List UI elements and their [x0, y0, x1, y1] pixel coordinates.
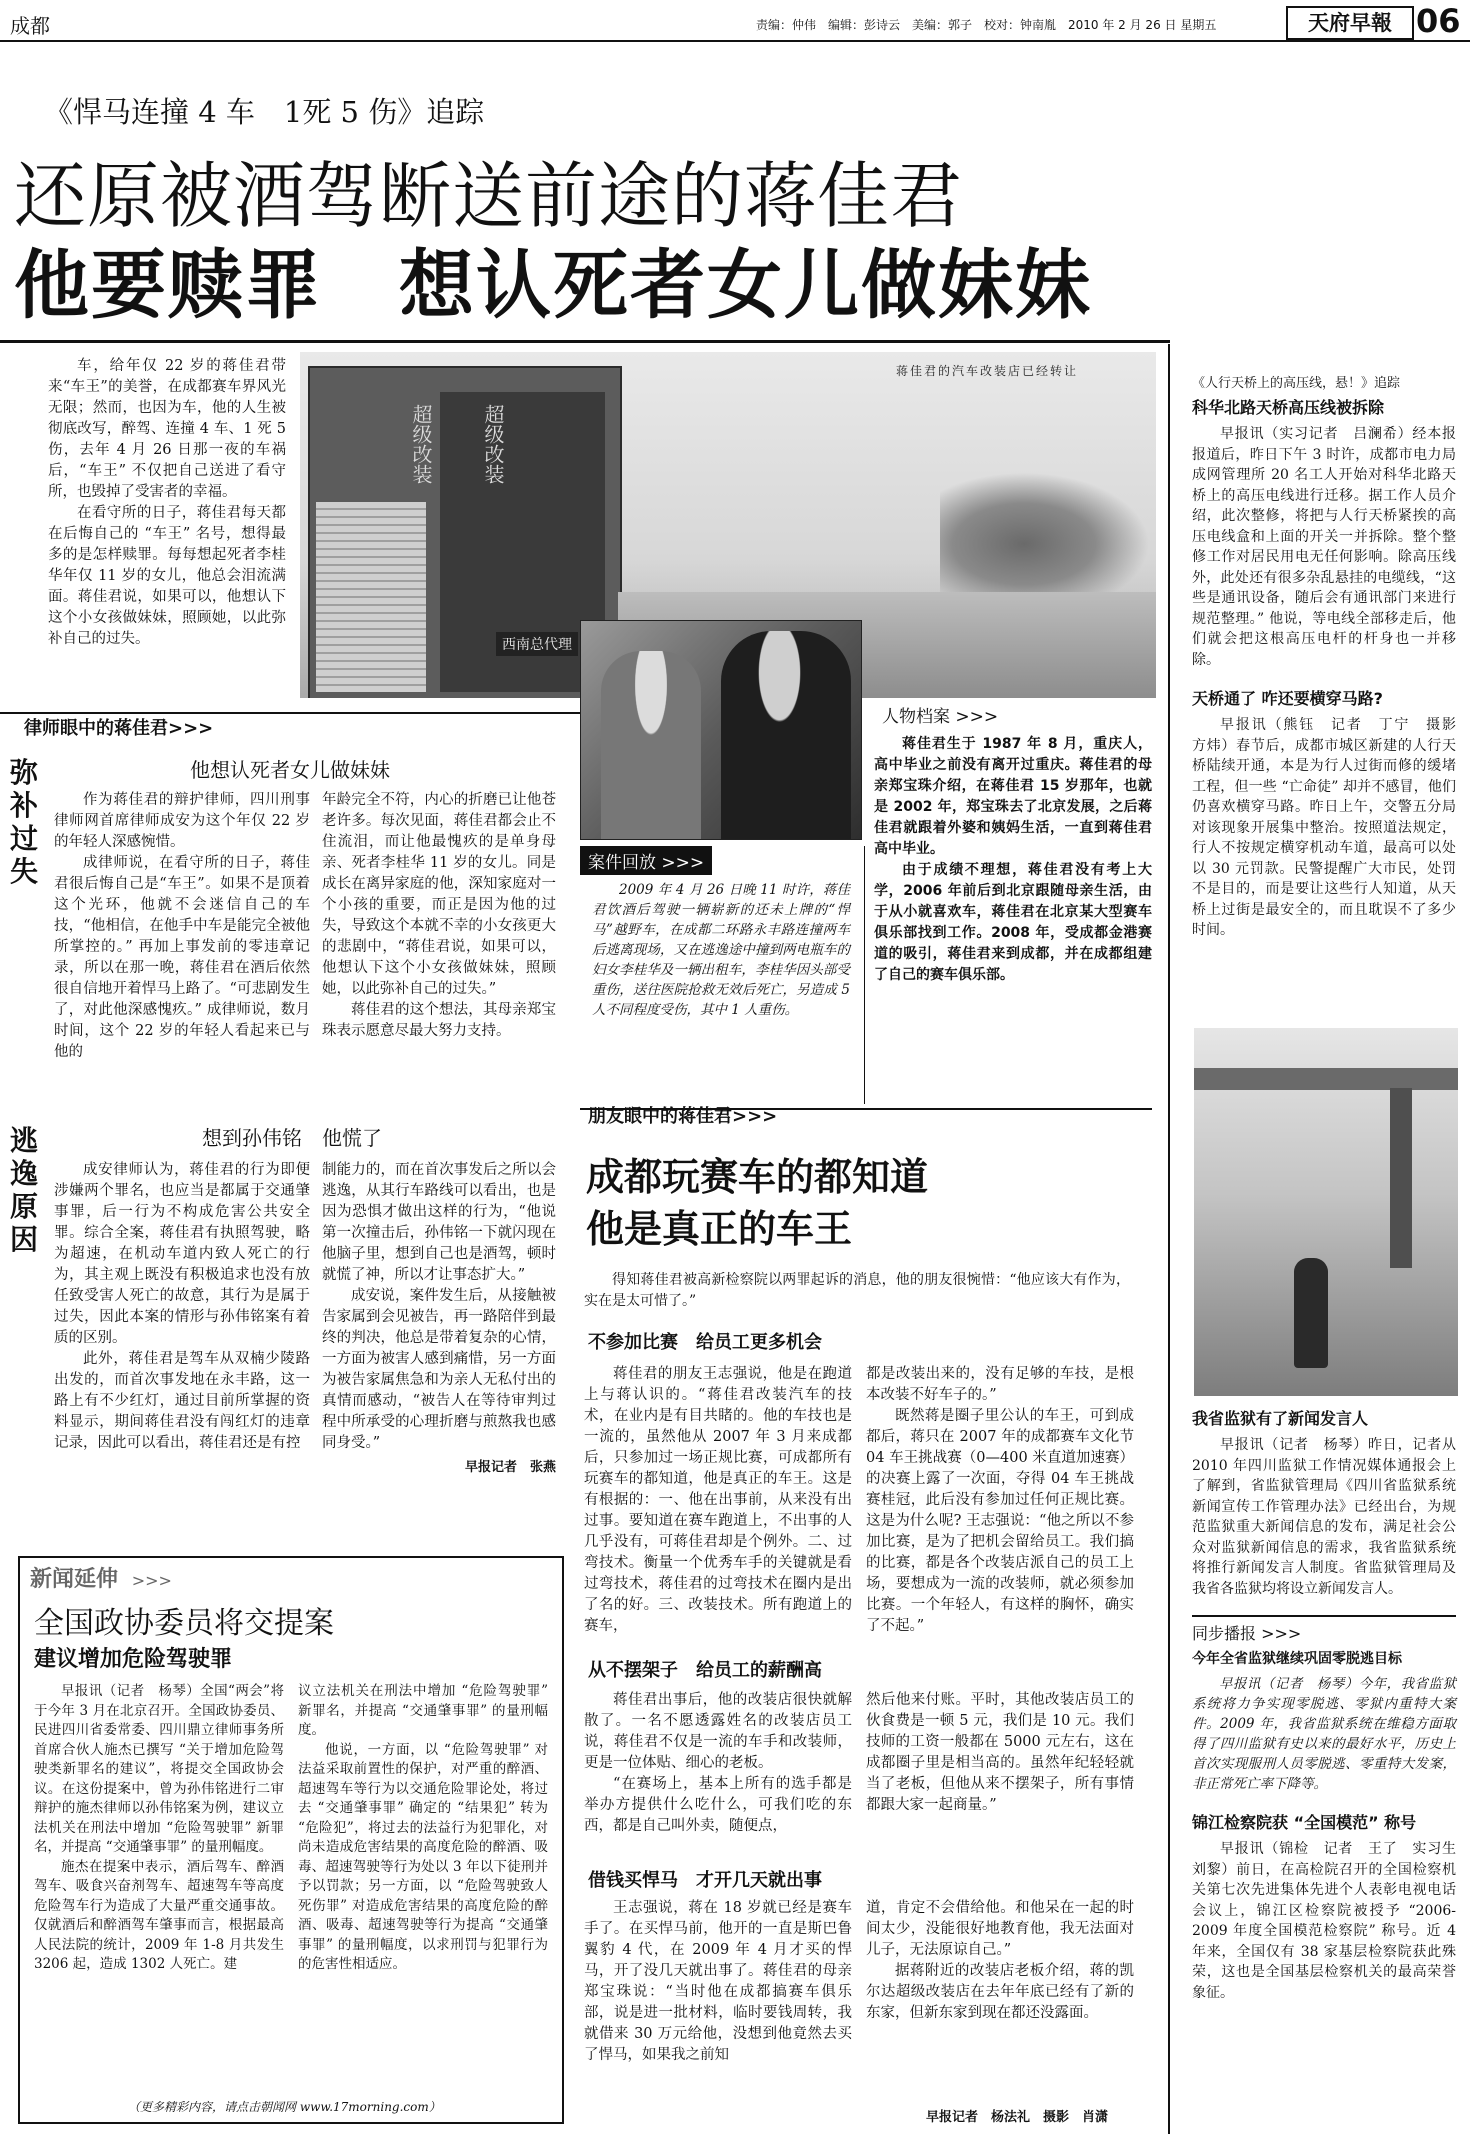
intro-block [48, 356, 286, 650]
friends-s3-col1 [584, 1898, 852, 2066]
friends-s2c1-p1: 蒋佳君出事后，他的改装店很快就解散了。一名不愿透露姓名的改装店员工说，蒋佳君不仅是一流的车手和改装师，更是一位体贴、细心的老板。 [584, 1692, 852, 1771]
lawyer-col4-p2: 成安说，案件发生后，从接触被告家属到会见被告，再一路陪伴到最终的判决，他总是带着复杂的心情，一方面为被害人感到痛惜，另一方面为被告家属焦急和为亲人无私付出的真情而感动，“被告人在等待审判过程中所承受的心理折磨与煎熬我也感同身受。” [322, 1288, 556, 1451]
lawyer-byline: 早报记者 张燕 [464, 1460, 556, 1475]
a2-title: 天桥通了 咋还要横穿马路? [1192, 689, 1383, 708]
friends-heading-3: 借钱买悍马 才开几天就出事 [588, 1870, 822, 1891]
page-credits: 责编：仲伟 编辑：彭诗云 美编：郭子 校对：钟南胤 2010 年 2 月 26 日 星期五 [756, 18, 1217, 32]
friends-byline: 早报记者 杨法礼 摄影 肖潇 [926, 2110, 1109, 2125]
shop-sign-1: 超级改装 [409, 404, 433, 484]
lawyer-col-4 [322, 1160, 556, 1475]
profile-p2: 由于成绩不理想，蒋佳君没有考上大学，2006 年前后到北京跟随母亲生活，由于从小就喜欢车，蒋佳君在北京某大型赛车俱乐部找到工作。2008 年，受成都金港赛道的吸引，蒋佳君来到成都，并在成都组建了自己的赛车俱乐部。 [874, 862, 1152, 983]
review-tag: 案件回放 >>> [580, 846, 712, 875]
paper-logo-text: 天府早報 [1308, 10, 1392, 35]
extension-col-1 [34, 1682, 284, 1975]
friends-section-tag: 朋友眼中的蒋佳君>>> [588, 1106, 778, 1127]
right-column [1192, 372, 1470, 941]
header-rule [0, 40, 1470, 42]
extension-tag [30, 1562, 172, 1593]
a4-tag: 同步播报 >>> [1192, 1615, 1456, 1644]
extension-col2-p1: 议立法机关在刑法中增加 “危险驾驶罪” 新罪名，并提高 “交通肇事罪” 的量刑幅度。 [298, 1683, 548, 1738]
extension-footer: （更多精彩内容，请点击朝闻网 www.17morning.com） [128, 2100, 441, 2114]
friends-s3c1-p1: 王志强说，蒋在 18 岁就已经是赛车手了。在买悍马前，他开的一直是斯巴鲁翼豹 4 代，在 2009 年 4 月才买的悍马，开了没几天就出事了。蒋佳君的母亲郑宝珠说：“当时他在成都搞赛车俱乐部，说是进一批材料，临时要钱周转，我就借来 30 万元给他，没想到他竟然去买了悍马，如果我之前知 [584, 1900, 852, 2063]
friends-s1c2-p2: 既然蒋是圈子里公认的车王，可到成都后，蒋只在 2007 年的成都赛车文化节 04 车王挑战赛（0—400 米直道加速赛）的决赛上露了一次面，夺得 04 车王挑战赛桂冠，此后没有参加过任何正规比赛。这是为什么呢? 王志强说：“他之所以不参加比赛，是为了把机会留给员工。我们搞的比赛，都是各个改装店派自己的员工上场，要想成为一流的改装师，就必须参加比赛。一个年轻人，有这样的胸怀，确实了不起。” [866, 1408, 1134, 1634]
lawyer-col3-p2: 此外，蒋佳君是驾车从双楠少陵路出发的，而首次事发地在永丰路，这一路上有不少红灯，通过目前所掌握的资料显示，期间蒋佳君没有闯红灯的违章记录，因此可以看出，蒋佳君还是有控 [54, 1351, 310, 1451]
lawyer-col-2 [322, 790, 556, 1042]
review-paragraph: 2009 年 4 月 26 日晚 11 时许，蒋佳君饮酒后驾驶一辆崭新的还未上牌的“悍马”越野车，在成都二环路永丰路连撞两车后逃离现场，又在逃逸途中撞到两电瓶车的妇女李桂华及一辆出租车，李桂华因头部受重伤，送往医院抢救无效后死亡，另造成 5 人不同程度受伤，其中 1 人重伤。 [592, 882, 850, 1018]
friends-heading-2: 从不摆架子 给员工的薪酬高 [588, 1660, 822, 1681]
friends-s1c2-p1: 都是改装出来的，没有足够的车技，是根本改装不好车子的。” [866, 1366, 1134, 1403]
friends-lead: 得知蒋佳君被高新检察院以两罪起诉的消息，他的朋友很惋惜：“他应该大有作为，实在是太可惜了。” [584, 1272, 1130, 1309]
lawyer-col-3 [54, 1160, 310, 1454]
friends-title-1: 成都玩赛车的都知道 [586, 1155, 929, 1199]
pedestrian-figure [1294, 1258, 1328, 1368]
right-column-divider [1168, 344, 1170, 2134]
extension-col2-p2: 他说，一方面，以 “危险驾驶罪” 对法益采取前置性的保护，对严重的醉酒、超速驾车等行为以交通危险罪论处，将过去 “交通肇事罪” 确定的 “结果犯” 转为 “危险犯”，将过去的法益行为犯罪化，对尚未造成危害结果的高度危险的醉酒、吸毒、超速驾驶等行为处以 3 年以下徒刑并予以罚款；另一方面，以 “危险驾驶致人死伤罪” 对造成危害结果的高度危险的醉酒、吸毒、超速驾驶等行为提高 “交通肇事罪” 的量刑幅度，以求刑罚与犯罪行为的危害性相适应。 [298, 1741, 548, 1972]
a3-title: 我省监狱有了新闻发言人 [1192, 1409, 1369, 1428]
friends-heading-1: 不参加比赛 给员工更多机会 [588, 1332, 822, 1353]
section-label: 成都 [10, 14, 50, 38]
profile-p1: 蒋佳君生于 1987 年 8 月，重庆人，高中毕业之前没有离开过重庆。蒋佳君的母亲郑宝珠介绍，在蒋佳君 15 岁那年，也就是 2002 年，郑宝珠去了北京发展，之后蒋佳君就跟着外婆和姨妈生活，一直到蒋佳君高中毕业。 [874, 736, 1152, 857]
intro-paragraph-2: 在看守所的日子，蒋佳君每天都在后悔自己的 “车王” 名号，想得最多的是怎样赎罪。每每想起死者李桂华年仅 11 岁的女儿，他总会泪流满面。蒋佳君说，如果可以，他想认下这个小女孩做妹妹，照顾她，以此弥补自己的过失。 [48, 505, 286, 647]
friends-s2c2-p1: 然后他来付账。平时，其他改装店员工的伙食费是一顿 5 元，我们是 10 元。我们技师的工资一般都在 5000 元左右，这在成都圈子里是相当高的。虽然年纪轻轻就当了老板，但他从来不摆架子，所有事情都跟大家一起商量。” [866, 1692, 1134, 1813]
right-column-lower [1192, 1406, 1470, 2003]
friends-s2-col2 [866, 1690, 1134, 1816]
extension-tag-arrows: >>> [131, 1571, 172, 1590]
friends-s1c1-p1: 蒋佳君的朋友王志强说，他是在跑道上与蒋认识的。“蒋佳君改装汽车的技术，在业内是有目共睹的。他的车技也是一流的，虽然他从 2007 年 3 月来成都后，只参加过一场正规比赛，可成都所有玩赛车的都知道，他是真正的车王。这是有根据的：一、他在出事前，从来没有出过事。要知道在赛车跑道上，不出事的人几乎没有，可蒋佳君却是个例外。二、过弯技术。衡量一个优秀车手的关键就是看过弯技术，蒋佳君的过弯技术在圈内是出了名的好。三、改装技术。所有跑道上的赛车， [584, 1366, 852, 1634]
arrest-photo [580, 620, 862, 840]
headline-kicker: 《悍马连撞 4 车 1死 5 伤》追踪 [44, 95, 485, 129]
lawyer-section-tag: 律师眼中的蒋佳君>>> [24, 718, 214, 739]
overpass-photo [1194, 1028, 1458, 1396]
suspect-figure [601, 651, 701, 839]
headline-rule [0, 340, 1170, 343]
a4-paragraph: 早报讯（记者 杨琴）今年，我省监狱系统将力争实现零脱逃、零狱内重特大案件。2009 年，我省监狱系统在维稳方面取得了四川监狱有史以来的最好水平，历史上首次实现服刑人员零脱逃、零重特大发案，非正常死亡率下降等。 [1192, 1676, 1456, 1792]
friends-s1-col2 [866, 1364, 1134, 1637]
a1-paragraph: 早报讯（实习记者 吕澜希）经本报报道后，昨日下午 3 时许，成都市电力局成网管理所 20 名工人开始对科华北路天桥上的高压电线进行迁移。据工作人员介绍，此次整修，将把与人行天桥紧挨的高压电线盒和上面的开关一并拆除。整个整修工作对居民用电无任何影响。除高压线外，此处还有很多杂乱悬挂的电缆线，“这些是通讯设备，随后会有通讯部门来进行规范整理。” 他说，等电线全部移走后，他们就会把这根高压电杆的杆身也一并移除。 [1192, 426, 1456, 668]
extension-col1-p1: 早报讯（记者 杨琴）全国“两会”将于今年 3 月在北京召开。全国政协委员、民进四川省委常委、四川鼎立律师事务所首席合伙人施杰已撰写 “关于增加危险驾驶类新罪名的建议”，将提交全国政协会议。在这份提案中，曾为孙伟铭进行二审辩护的施杰律师以孙伟铭案为例，建议立法机关在刑法中增加 “危险驾驶罪” 新罪名，并提高 “交通肇事罪” 的量刑幅度。 [34, 1683, 284, 1855]
headline-main: 还原被酒驾断送前途的蒋佳君 [14, 154, 964, 238]
page-number: 06 [1416, 2, 1461, 40]
a5-paragraph: 早报讯（锦检 记者 王了 实习生 刘黎）前日，在高检院召开的全国检察机关第七次先进集体先进个人表彰电视电话会议上，锦江区检察院被授予 “2006-2009 年度全国模范检察院” 称号。近 4 年来，全国仅有 38 家基层检察院获此殊荣，这也是全国基层检察机关的最高荣誉象征。 [1192, 1841, 1470, 2001]
friends-s3-col2 [866, 1898, 1134, 2024]
friends-s3c2-p1: 道，肯定不会借给他。和他呆在一起的时间太少，没能很好地教育他，我无法面对儿子，无法原谅自己。” [866, 1900, 1134, 1958]
side-label-2: 逃逸原因 [10, 1124, 39, 1256]
a4-title: 今年全省监狱继续巩固零脱逃目标 [1192, 1651, 1402, 1667]
intro-paragraph-1: 车，给年仅 22 岁的蒋佳君带来“车王”的美誉，在成都赛车界风光无限；然而，也因为车，他的人生被彻底改写，醉驾、连撞 4 车、1 死 5 伤，去年 4 月 26 日那一夜的车祸后，“车王” 不仅把自己送进了看守所，也毁掉了受害者的幸福。 [48, 358, 286, 500]
friends-s2-col1 [584, 1690, 852, 1837]
shop-photo-caption: 蒋佳君的汽车改装店已经转让 [896, 364, 1079, 378]
overpass-deck [1194, 1068, 1458, 1090]
extension-tag-text: 新闻延伸 [30, 1567, 119, 1592]
shop-sign-2: 超级改装 [481, 404, 505, 484]
friends-title-2: 他是真正的车王 [586, 1207, 853, 1251]
a2-paragraph: 早报讯（熊钰 记者 丁宁 摄影 方炜）春节后，成都市城区新建的人行天桥陆续开通，本是为行人过街而修的缓堵工程，但一些 “亡命徒” 却并不感冒，他们仍喜欢横穿马路。昨日上午，交警五分局对该现象开展集中整治。按照道法规定，行人不按规定横穿机动车道，最高可以处以 30 元罚款。民警提醒广大市民，处罚不是目的，而是要让这些行人知道，从天桥上过街是最安全的，而且耽误不了多少时间。 [1192, 717, 1470, 938]
a5-title: 锦江检察院获 “全国模范” 称号 [1192, 1813, 1417, 1832]
lawyer-col-1 [54, 790, 310, 1063]
shop-sign-3: 西南总代理 [496, 632, 578, 656]
lawyer-col1-p2: 成律师说，在看守所的日子，蒋佳君很后悔自己是“车王”。如果不是顶着这个光环，他就不会迷信自己的车技，“他相信，在他手中车是能完全被他所掌控的。” 再加上事发前的零违章记录，所以在那一晚，蒋佳君在酒后依然很自信地开着悍马上路了。“可悲剧发生了，对此他深感愧疚。” 成律师说，数月时间，这个 22 岁的年轻人看起来已与他的 [54, 855, 310, 1060]
extension-subtitle: 建议增加危险驾驶罪 [34, 1647, 233, 1672]
extension-col1-p2: 施杰在提案中表示，酒后驾车、醉酒驾车、吸食兴奋剂驾车、超速驾车等高度危险驾车行为造成了大量严重交通事故。仅就酒后和醉酒驾车肇事而言，根据最高人民法院的统计，2009 年 1-8 月共发生 3206 起，造成 1302 人死亡。建 [34, 1858, 284, 1972]
overpass-pillar [1390, 1088, 1412, 1268]
shop-shutter [316, 502, 426, 692]
extension-box [18, 1556, 564, 2124]
lawyer-title-2: 想到孙伟铭 他慌了 [202, 1126, 382, 1150]
lawyer-col3-p1: 成安律师认为，蒋佳君的行为即便涉嫌两个罪名，也应当是都属于交通肇事罪，后一行为不构成危害公共安全罪。综合全案，蒋佳君有执照驾驶，略为超速，在机动车道内致人死亡的行为，其主观上既没有积极追求也没有放任致受害人死亡的故意，其行为是属于过失，因此本案的情形与孙伟铭案有着质的区别。 [54, 1162, 310, 1346]
shop-trees [940, 472, 1150, 592]
side-label-1: 弥补过失 [10, 756, 39, 888]
a1-kicker: 《人行天桥上的高压线，悬！》追踪 [1192, 376, 1401, 391]
a1-title: 科华北路天桥高压线被拆除 [1192, 398, 1385, 417]
paper-logo [1286, 6, 1414, 40]
headline-sub: 他要赎罪 想认死者女儿做妹妹 [14, 241, 1093, 329]
lawyer-col1-p1: 作为蒋佳君的辩护律师，四川刑事律师网首席律师成安为这个年仅 22 岁的年轻人深感惋惜。 [54, 792, 310, 850]
lawyer-col2-p1: 年龄完全不符，内心的折磨已让他苍老许多。每次见面，蒋佳君都会止不住流泪，而让他最愧疚的是单身母亲、死者李桂华 11 岁的女儿。同是成长在离异家庭的他，深知家庭对一个小孩的重要，而正是因为他的过失，导致这个本就不幸的小女孩更大的悲剧中，“蒋佳君说，如果可以，他想认下这个小女孩做妹妹，照顾她，以此弥补自己的过失。” [322, 792, 556, 997]
extension-col-2 [298, 1682, 548, 1975]
friends-s2c1-p2: “在赛场上，基本上所有的选手都是举办方提供什么吃什么，可我们吃的东西，都是自己叫外卖，随便点， [584, 1776, 852, 1834]
lawyer-col4-p1: 制能力的，而在首次事发后之所以会逃逸，从其行车路线可以看出，也是因为恐惧才做出这样的行为，“他说第一次撞击后，孙伟铭一下就闪现在他脑子里，想到自己也是酒驾，顿时就慌了神，所以才让事态扩大。” [322, 1162, 556, 1283]
review-box [580, 846, 865, 1104]
extension-title: 全国政协委员将交提案 [34, 1606, 334, 1641]
lawyer-title-1: 他想认死者女儿做妹妹 [190, 758, 390, 782]
lawyer-col2-p2: 蒋佳君的这个想法，其母亲郑宝珠表示愿意尽最大努力支持。 [322, 1002, 556, 1039]
officer-figure [721, 631, 851, 839]
a3-paragraph: 早报讯（记者 杨琴）昨日，记者从 2010 年四川监狱工作情况媒体通报会上了解到，省监狱管理局《四川省监狱系统新闻宣传工作管理办法》已经出台，为规范监狱重大新闻信息的发布，满足社会公众对监狱新闻信息的需求，我省监狱系统将推行新闻发言人制度。省监狱管理局及我省各监狱均将设立新闻发言人。 [1192, 1437, 1456, 1597]
friends-s3c2-p2: 据蒋附近的改装店老板介绍，蒋的凯尔达超级改装店在去年年底已经有了新的东家，但新东家到现在都还没露面。 [866, 1963, 1134, 2021]
profile-tag: 人物档案 >>> [882, 707, 999, 727]
friends-s1-col1 [584, 1364, 852, 1637]
profile-block [874, 734, 1152, 986]
